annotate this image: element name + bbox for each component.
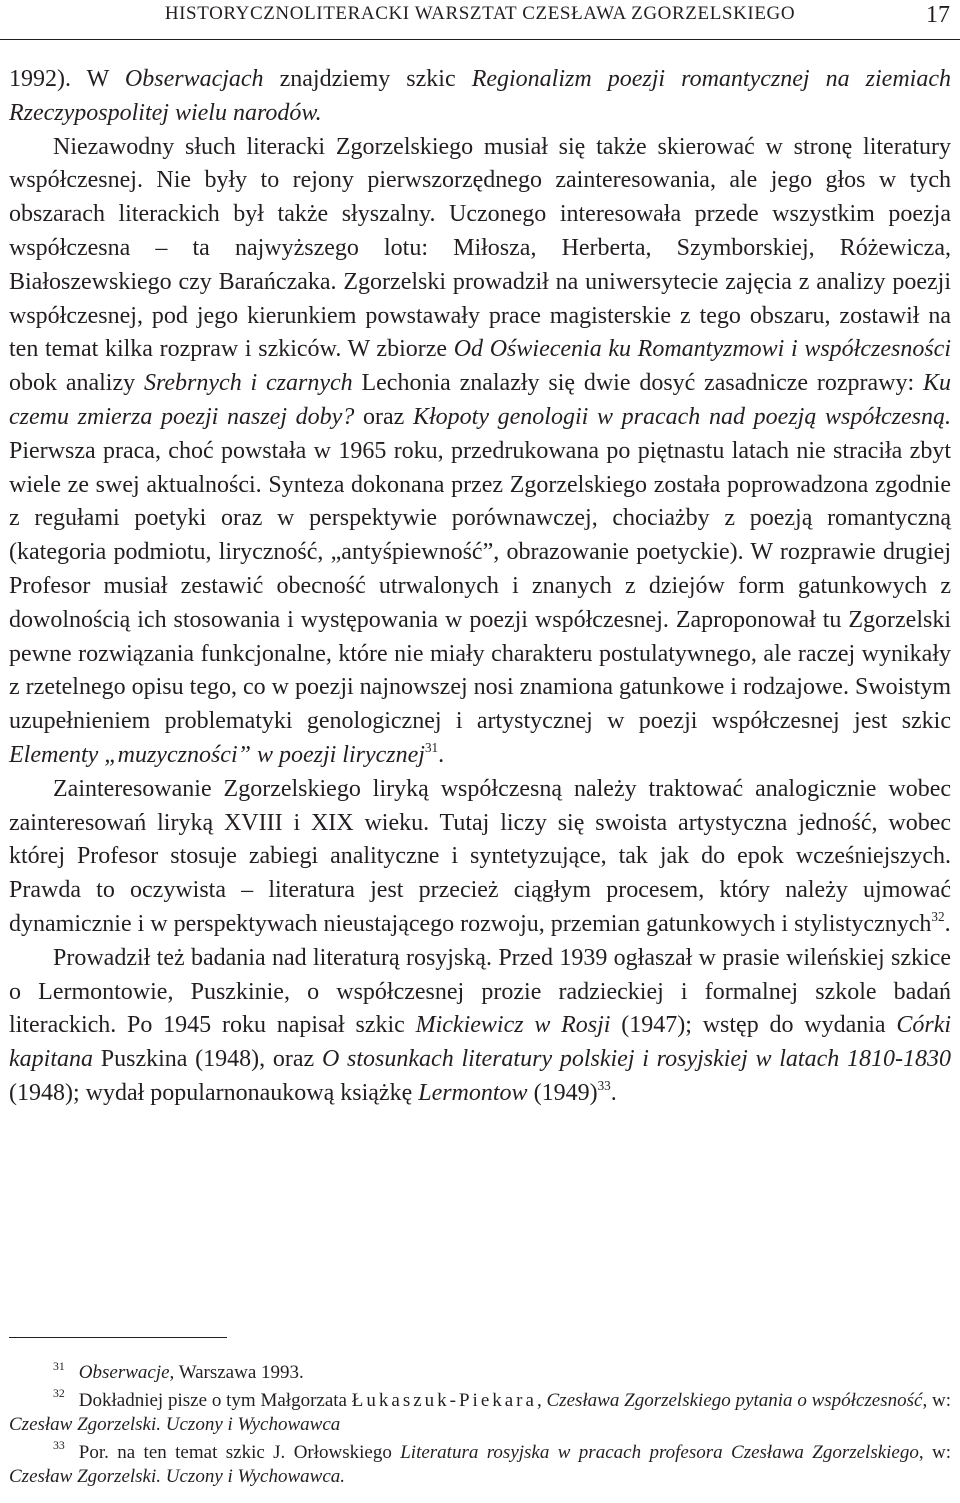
footnote-ref: 31 — [424, 740, 439, 756]
book-title: Obserwacjach — [124, 66, 264, 92]
text-run: , w: — [922, 1389, 951, 1411]
footnote-ref: 33 — [597, 1078, 611, 1094]
footnote-number: 32 — [53, 1387, 65, 1401]
work-title: Srebrnych i czarnych — [143, 370, 353, 397]
text-run: . — [944, 910, 951, 937]
paragraph-lyric-interest — [9, 773, 951, 942]
work-title: Elementy „muzyczności” w poezji lirycznej — [9, 741, 425, 768]
footnote-32 — [9, 1389, 951, 1438]
page-number: 17 — [926, 2, 950, 28]
text-run: Prowadził też badania nad literaturą rosyjską. Przed 1939 ogłaszał w prasie wileńskiej szkice o Lermontowie, Puszkinie, o współczesnej prozie radzieckiej i formalnej szkole badań literackich. Po 1945 roku napisał szkic — [9, 944, 951, 1039]
text-run: Dokładniej pisze o tym Małgorzata — [78, 1389, 352, 1411]
text-run: Lechonia znalazły się dwie dosyć zasadnicze rozprawy: — [352, 370, 923, 397]
footnote-number: 33 — [53, 1439, 65, 1453]
main-text — [9, 63, 951, 1111]
footnote-33 — [9, 1441, 951, 1490]
text-run: . — [610, 1079, 617, 1106]
work-title: Córki kapitana — [9, 1012, 952, 1073]
text-run: Puszkina (1948), oraz — [93, 1046, 322, 1073]
text-run: Niezawodny słuch literacki Zgorzelskiego musiał się także skierować w stronę literatury współczesnej. Nie były to rejony pierwszorzędnego zainteresowania, ale jego głos w tych obszarach literackich był także słyszalny. Uczonego interesowała przede wszystkim poezja współczesna – ta najwyższego lotu: Miłosza, Herberta, Szymborskiej, Różewicza, Białoszewskiego czy Barańczaka. Zgorzelski prowadził na uniwersytecie zajęcia z analizy poezji współczesnej, pod jego kierunkiem powstawały prace magisterskie z tego obszaru, zostawił na ten temat kilka rozpraw i szkiców. W zbiorze — [9, 133, 951, 363]
text-run: , — [536, 1389, 547, 1411]
running-head — [0, 0, 960, 40]
text-run: Pierwsza praca, choć powstała w 1965 roku, przedrukowana po piętnastu latach nie straciła zbyt wiele ze swej aktualności. Synteza dokonana przez Zgorzelskiego została poprowadzona zgodnie z regułami poetyki oraz w perspektywie porównawczej, chociażby z poezją romantyczną (kategoria podmiotu, liryczność, „antyśpiewność”, obrazowanie poetyckie). W rozprawie drugiej Profesor musiał zestawić obecność utrwalonych i znanych z dziejów form gatunkowych z dowolnością ich stosowania i występowania w poezji współczesnej. Zaproponował tu Zgorzelski pewne rozwiązania funkcjonalne, które nie miały charakteru postulatywnego, ale raczej wynikały z rzetelnego opisu tego, co w poezji najnowszej nosi znamiona gatunkowe i rodzajowe. Swoistym uzupełnieniem problematyki genologicznej i artystycznej w poezji współczesnej jest szkic — [9, 437, 951, 735]
running-title: HISTORYCZNOLITERACKI WARSZTAT CZESŁAWA ZGORZELSKIEGO — [164, 3, 796, 24]
author-name: Łukaszuk-Piekara — [351, 1389, 537, 1411]
text-run: , Warszawa 1993. — [169, 1362, 304, 1383]
text-run: (1949) — [527, 1079, 598, 1106]
text-run: , w: — [918, 1441, 951, 1463]
work-title: Czesław Zgorzelski. Uczony i Wychowawca. — [9, 1466, 346, 1487]
text-run: (1947); wstęp do wydania — [610, 1012, 897, 1039]
work-title: Obserwacje — [78, 1362, 170, 1383]
text-run: znajdziemy szkic — [263, 66, 472, 92]
paragraph-continued — [9, 63, 951, 131]
footnote-divider — [9, 1337, 227, 1338]
footnote-number: 31 — [53, 1359, 65, 1373]
paragraph-russian-literature — [9, 942, 951, 1111]
text-run: obok analizy — [9, 370, 144, 397]
work-title: Czesława Zgorzelskiego pytania o współczesność — [546, 1389, 923, 1411]
work-title: O stosunkach literatury polskiej i rosyjskiej w latach 1810-1830 — [321, 1046, 951, 1073]
work-title: Czesław Zgorzelski. Uczony i Wychowawca — [9, 1414, 341, 1435]
book-title: Od Oświecenia ku Romantyzmowi i współczesności — [453, 336, 951, 363]
work-title: Regionalizm poezji romantycznej na ziemiach Rzeczypospolitej wielu narodów. — [9, 66, 951, 126]
footnote-ref: 32 — [931, 909, 945, 925]
work-title: Mickiewicz w Rosji — [415, 1012, 611, 1039]
work-title: Lermontow — [418, 1079, 528, 1106]
footnotes — [9, 1361, 951, 1490]
paragraph-contemporary-literature — [9, 131, 951, 773]
work-title: Ku czemu zmierza poezji naszej doby? — [9, 370, 952, 430]
text-run: Zainteresowanie Zgorzelskiego liryką współczesną należy traktować analogicznie wobec zainteresowań liryką XVIII i XIX wieku. Tutaj liczy się swoista artystyczna jedność, wobec której Profesor stosuje zabiegi analityczne i syntetyzujące, tak jak do epok wcześniejszych. Prawda to oczywista – literatura jest przecież ciągłym procesem, który należy ujmować dynamicznie i w perspektywach nieustającego rozwoju, przemian gatunkowych i stylistycznych — [9, 775, 951, 937]
text-run: Por. na ten temat szkic J. Orłowskiego — [78, 1441, 401, 1463]
work-title: Literatura rosyjska w pracach profesora Czesława Zgorzelskiego — [400, 1441, 919, 1463]
text-run: . — [438, 741, 445, 768]
text-run: (1948); wydał popularnonaukową książkę — [9, 1079, 419, 1106]
text-run: 1992). W — [9, 66, 125, 92]
text-run: oraz — [354, 403, 413, 430]
work-title: Kłopoty genologii w pracach nad poezją współczesną. — [412, 403, 951, 430]
footnote-31 — [9, 1361, 951, 1386]
